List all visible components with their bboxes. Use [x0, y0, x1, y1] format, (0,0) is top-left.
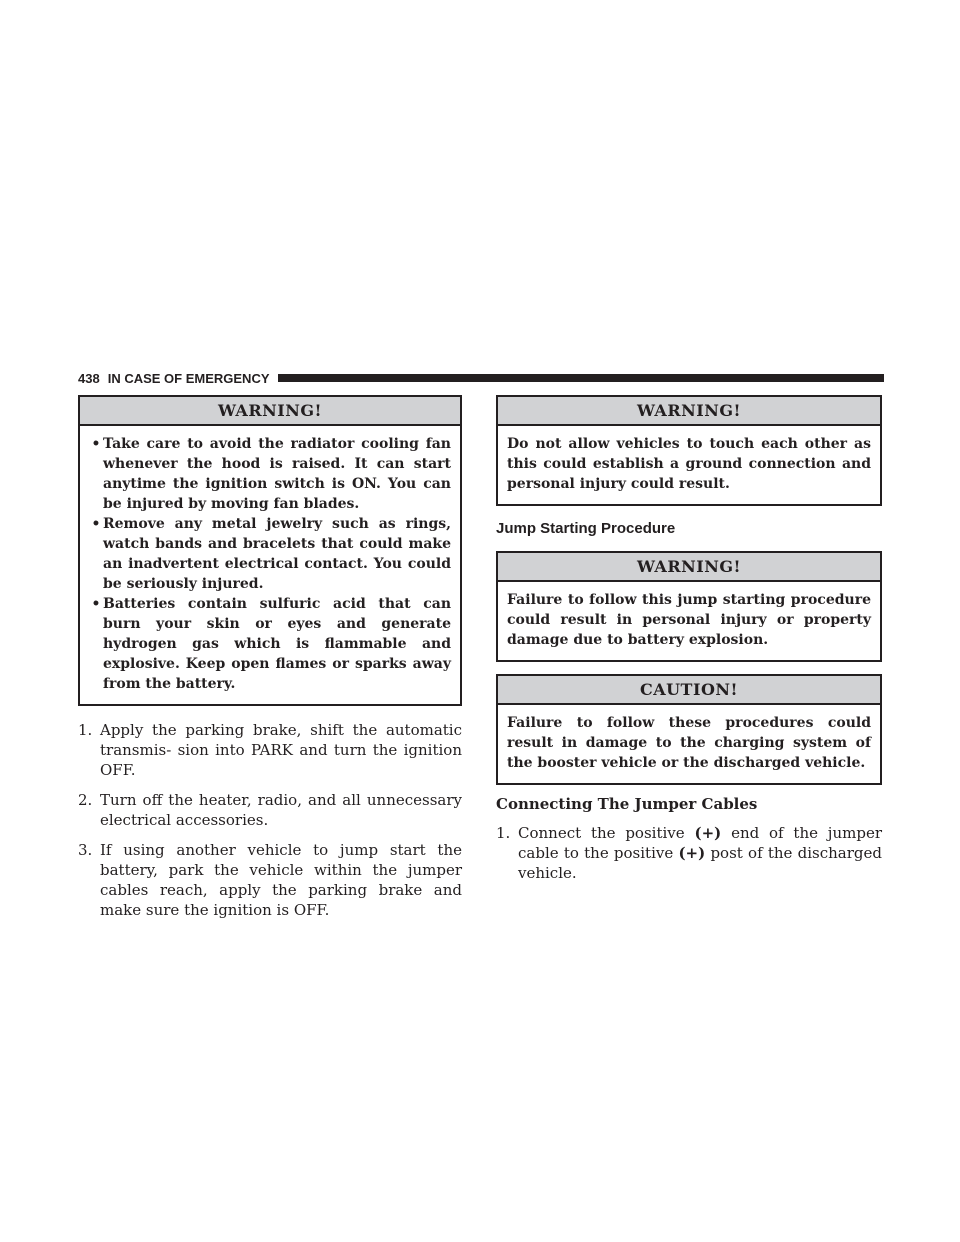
- caution-box: [496, 674, 882, 785]
- step-text-part: Connect the positive: [518, 824, 685, 842]
- warning-bullet: [89, 594, 451, 694]
- step-number: 1.: [496, 824, 511, 842]
- left-column: [78, 395, 462, 920]
- caution-title: CAUTION!: [498, 676, 880, 705]
- step-text: If using another vehicle to jump start the battery, park the vehicle within the jumper cables reach, apply the parking brake and make sure the ignition is OFF.: [100, 841, 462, 919]
- section-title: IN CASE OF EMERGENCY: [107, 370, 270, 386]
- connect-step: [496, 823, 882, 883]
- header-rule: [278, 374, 885, 382]
- warning-bullet: [89, 514, 451, 594]
- warning-bullet-text: Take care to avoid the radiator cooling fan whenever the hood is raised. It can start anytime the ignition switch is ON. You can be injured by moving fan blades.: [103, 436, 451, 512]
- page-header: [78, 368, 884, 388]
- step-text: Apply the parking brake, shift the automatic transmis- sion into PARK and turn the ignition OFF.: [100, 721, 462, 779]
- warning-body: Do not allow vehicles to touch each other as this could establish a ground connection and personal injury could result.: [507, 436, 871, 492]
- warning-body: [80, 426, 460, 704]
- warning-title: WARNING!: [498, 553, 880, 582]
- step-text-part: end of the jumper cable to the positive: [518, 824, 882, 862]
- warning-title: WARNING!: [498, 397, 880, 426]
- warning-box-contact: [496, 395, 882, 506]
- step-number: 2.: [78, 791, 93, 809]
- procedure-step: [78, 790, 462, 830]
- step-number: 1.: [78, 721, 93, 739]
- positive-symbol: (+): [678, 844, 706, 862]
- warning-bullet-text: Remove any metal jewelry such as rings, watch bands and bracelets that could make an inadvertent electrical contact. You could be seriously injured.: [103, 516, 451, 592]
- warning-bullet-text: Batteries contain sulfuric acid that can burn your skin or eyes and generate hydrogen gas which is flammable and explosive. Keep open flames or sparks away from the battery.: [103, 596, 451, 692]
- right-column: [496, 395, 882, 883]
- step-text: Turn off the heater, radio, and all unnecessary electrical accessories.: [100, 791, 462, 829]
- procedure-step: [78, 840, 462, 920]
- warning-title: WARNING!: [80, 397, 460, 426]
- step-text-part: post of the discharged vehicle.: [518, 844, 882, 882]
- jump-starting-heading: Jump Starting Procedure: [496, 520, 676, 537]
- connecting-cables-heading: Connecting The Jumper Cables: [496, 795, 758, 813]
- procedure-step: [78, 720, 462, 780]
- warning-box-left: [78, 395, 462, 706]
- step-text: [516, 823, 882, 883]
- warning-bullet: [89, 434, 451, 514]
- bullet-icon: •: [91, 436, 101, 452]
- bullet-icon: •: [91, 596, 101, 612]
- warning-body: Failure to follow this jump starting procedure could result in personal injury or property damage due to battery explosion.: [507, 592, 871, 648]
- warning-box-procedure: [496, 551, 882, 662]
- positive-symbol: (+): [694, 824, 722, 842]
- bullet-icon: •: [91, 516, 101, 532]
- page-number: 438: [78, 370, 100, 386]
- step-number: 3.: [78, 841, 93, 859]
- caution-body: Failure to follow these procedures could result in damage to the charging system of the booster vehicle or the discharged vehicle.: [507, 715, 871, 771]
